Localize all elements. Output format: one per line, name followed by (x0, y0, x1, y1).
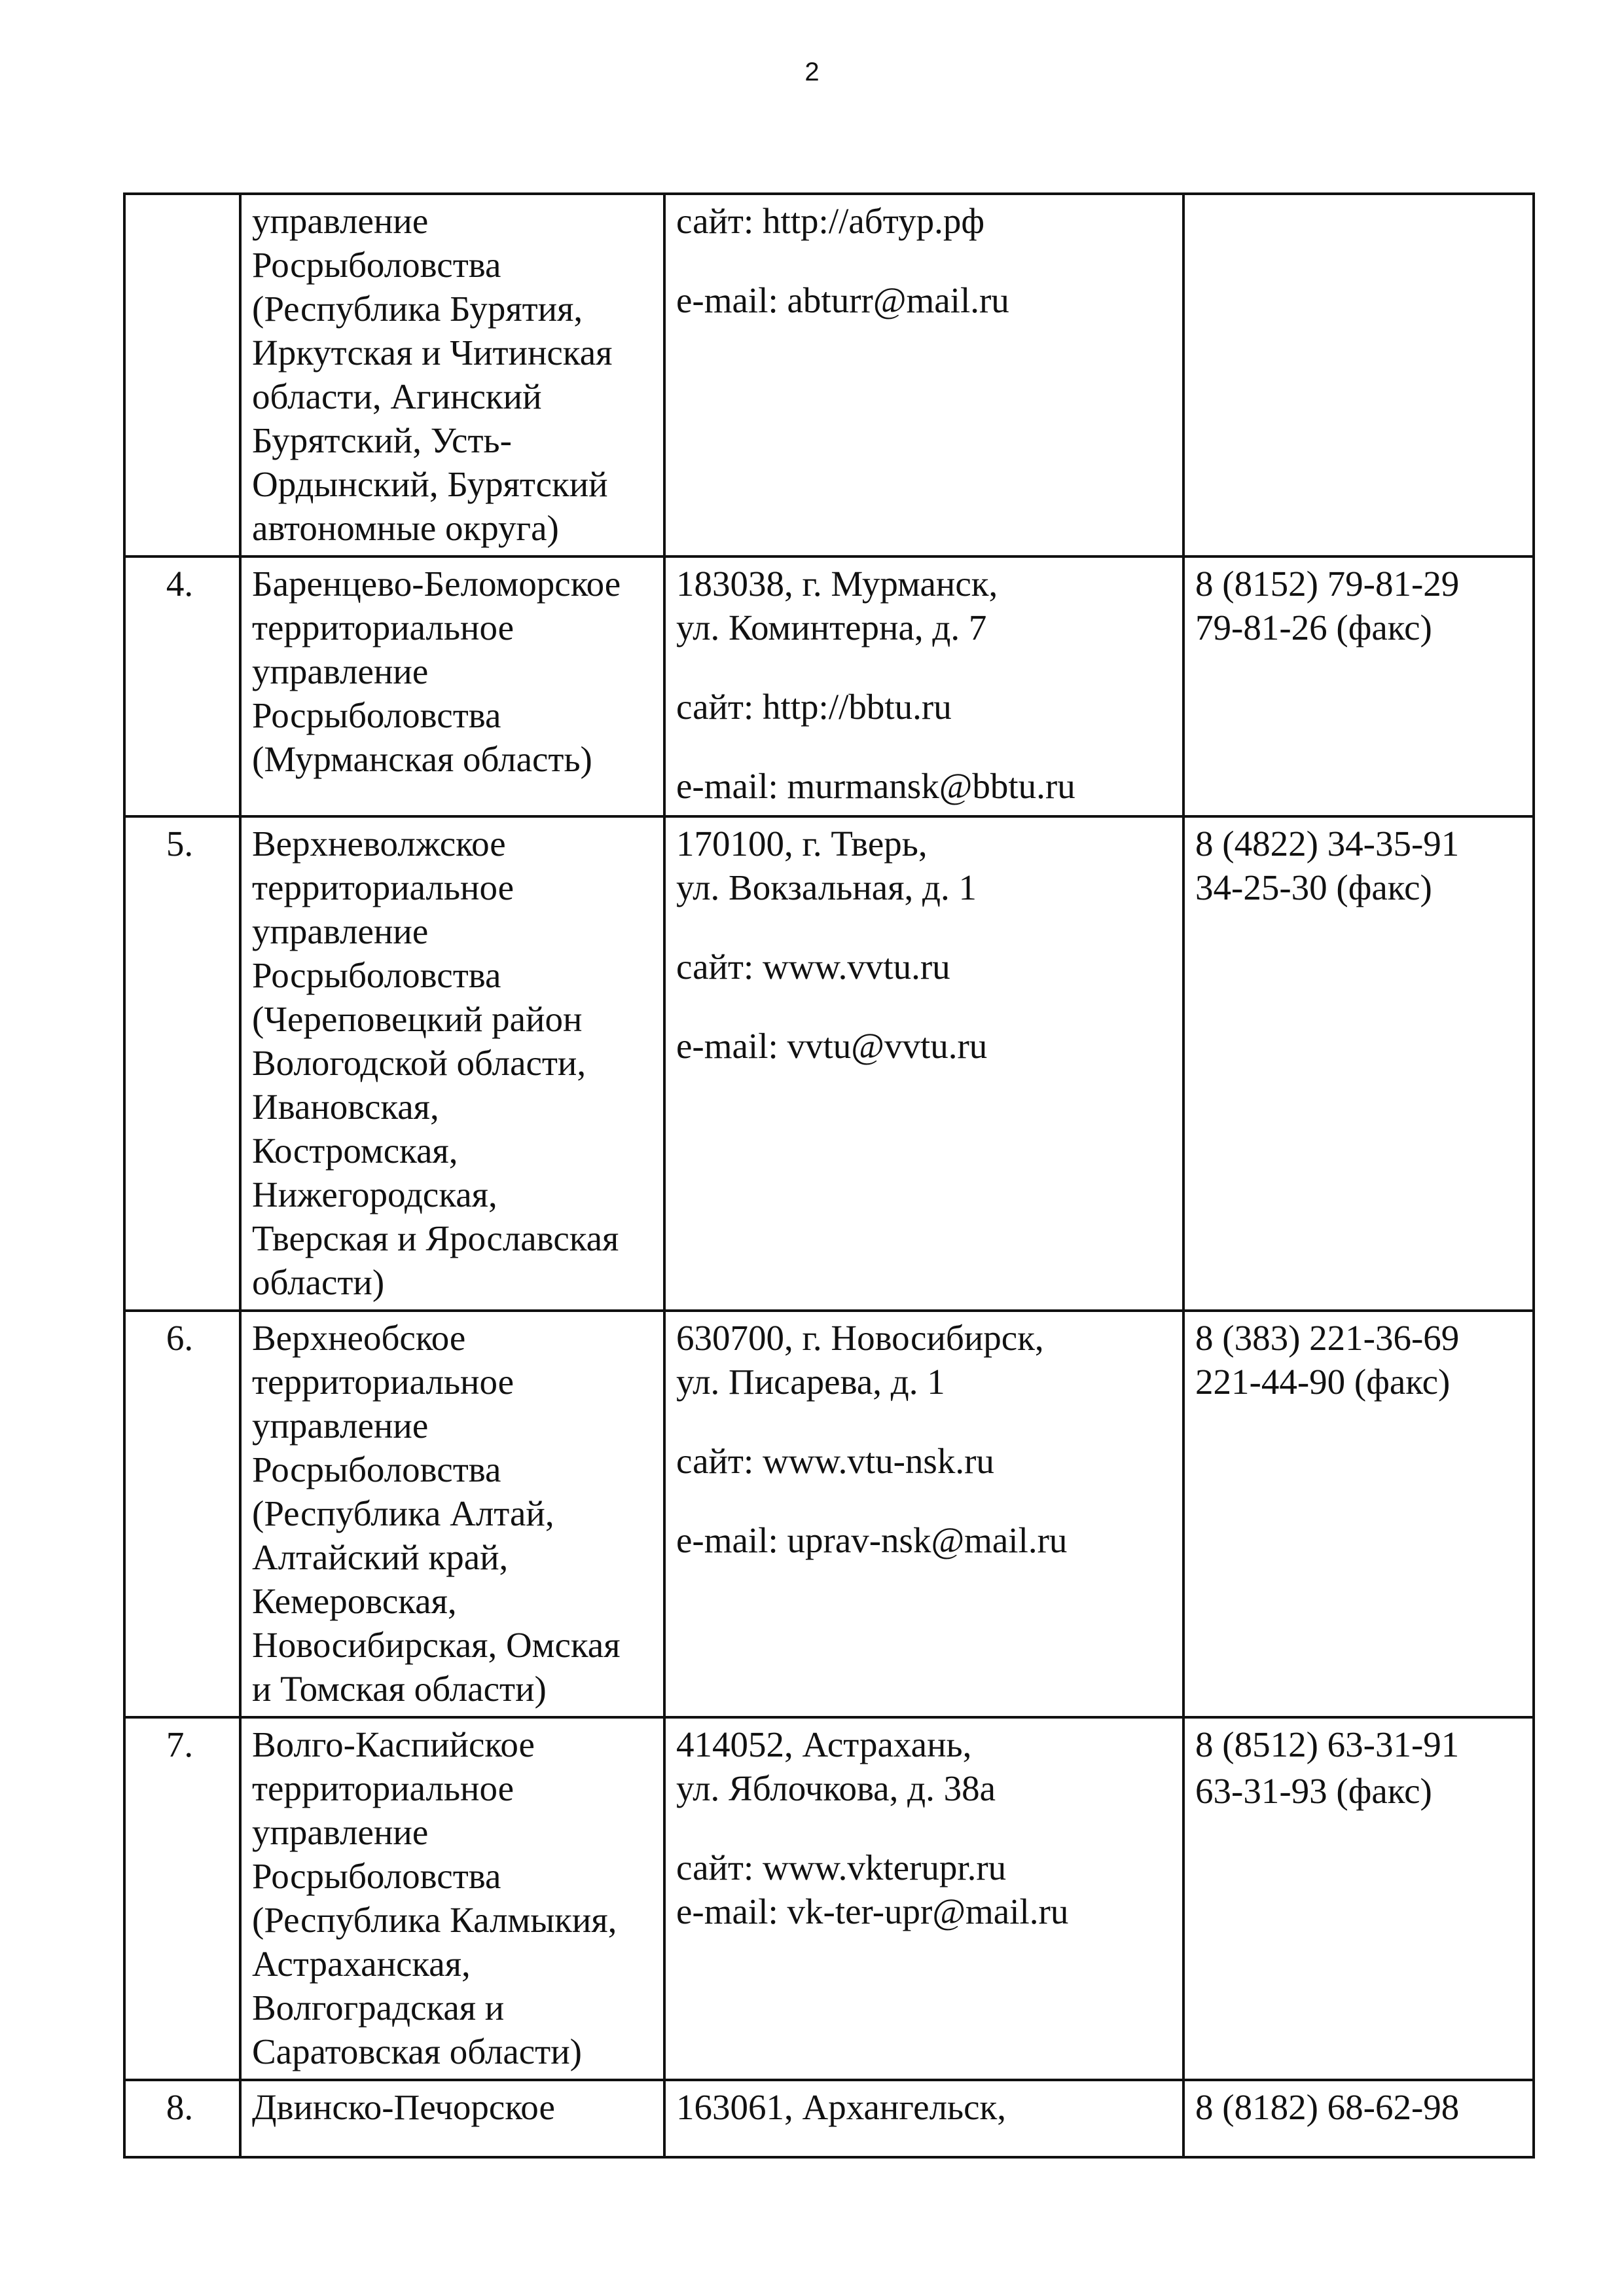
address-line: 630700, г. Новосибирск, (676, 1318, 1044, 1358)
organization-name: управление Росрыболовства (Республика Бурятия, Иркутская и Читинская области, Агинский Бурятский, Усть- Ордынский, Бурятский автономные округа) (240, 194, 664, 556)
phone-number: 8 (4822) 34-35-91 (1195, 824, 1460, 864)
row-number: 8. (124, 2080, 240, 2157)
contact-cell (664, 816, 1183, 1311)
organization-name: Двинско-Печорское (240, 2080, 664, 2157)
organization-name: Верхневолжское территориальное управление Росрыболовства (Череповецкий район Вологодской области, Ивановская, Костромская, Нижегородская, Тверская и Ярославская области) (240, 816, 664, 1311)
row-number: 7. (124, 1717, 240, 2080)
phone-cell (1183, 2080, 1534, 2157)
fax-number: 221-44-90 (факс) (1195, 1362, 1451, 1402)
phone-cell (1183, 556, 1534, 816)
phone-cell (1183, 1311, 1534, 1717)
phone-number: 8 (8512) 63-31-91 (1195, 1724, 1460, 1764)
contact-cell (664, 556, 1183, 816)
fax-number: 79-81-26 (факс) (1195, 608, 1432, 647)
phone-cell (1183, 1717, 1534, 2080)
organization-name: Волго-Каспийское территориальное управление Росрыболовства (Республика Калмыкия, Астраханская, Волгоградская и Саратовская области) (240, 1717, 664, 2080)
table-row (124, 556, 1534, 816)
address-line: ул. Коминтерна, д. 7 (676, 608, 987, 647)
fax-number: 34-25-30 (факс) (1195, 867, 1432, 907)
page-number: 2 (804, 58, 820, 86)
row-number: 5. (124, 816, 240, 1311)
phone-cell (1183, 194, 1534, 556)
address-line: ул. Яблочкова, д. 38а (676, 1768, 996, 1808)
address-line: 183038, г. Мурманск, (676, 564, 998, 604)
organization-name: Верхнеобское территориальное управление Росрыболовства (Республика Алтай, Алтайский край, Кемеровская, Новосибирская, Омская и Томская области) (240, 1311, 664, 1717)
address-line: 170100, г. Тверь, (676, 824, 928, 864)
table-row (124, 816, 1534, 1311)
row-number: 6. (124, 1311, 240, 1717)
site-link[interactable]: сайт: www.vvtu.ru (676, 947, 950, 987)
email-link[interactable]: e-mail: vk-ter-upr@mail.ru (676, 1891, 1069, 1931)
phone-number: 8 (383) 221-36-69 (1195, 1318, 1460, 1358)
site-link[interactable]: сайт: www.vtu-nsk.ru (676, 1441, 994, 1481)
contact-cell (664, 2080, 1183, 2157)
email-link[interactable]: e-mail: uprav-nsk@mail.ru (676, 1520, 1068, 1560)
organization-name: Баренцево-Беломорское территориальное управление Росрыболовства (Мурманская область) (240, 556, 664, 816)
row-number (124, 194, 240, 556)
table-row (124, 1717, 1534, 2080)
address-line: 414052, Астрахань, (676, 1724, 972, 1764)
contact-cell (664, 1311, 1183, 1717)
table-row (124, 194, 1534, 556)
row-number: 4. (124, 556, 240, 816)
address-line: 163061, Архангельск, (676, 2087, 1006, 2127)
phone-number: 8 (8152) 79-81-29 (1195, 564, 1460, 604)
site-link[interactable]: сайт: http://bbtu.ru (676, 687, 952, 727)
address-line: ул. Вокзальная, д. 1 (676, 867, 977, 907)
contact-cell (664, 1717, 1183, 2080)
email-link[interactable]: e-mail: murmansk@bbtu.ru (676, 766, 1075, 806)
phone-cell (1183, 816, 1534, 1311)
table-row (124, 1311, 1534, 1717)
directory-table (123, 192, 1535, 2159)
contact-cell (664, 194, 1183, 556)
email-link[interactable]: e-mail: abturr@mail.ru (676, 280, 1009, 320)
fax-number: 63-31-93 (факс) (1195, 1771, 1432, 1811)
phone-number: 8 (8182) 68-62-98 (1195, 2087, 1460, 2127)
table-row (124, 2080, 1534, 2157)
address-line: ул. Писарева, д. 1 (676, 1362, 945, 1402)
site-link[interactable]: сайт: http://абтур.рф (676, 201, 984, 241)
site-link[interactable]: сайт: www.vkterupr.ru (676, 1848, 1007, 1887)
email-link[interactable]: e-mail: vvtu@vvtu.ru (676, 1026, 988, 1066)
